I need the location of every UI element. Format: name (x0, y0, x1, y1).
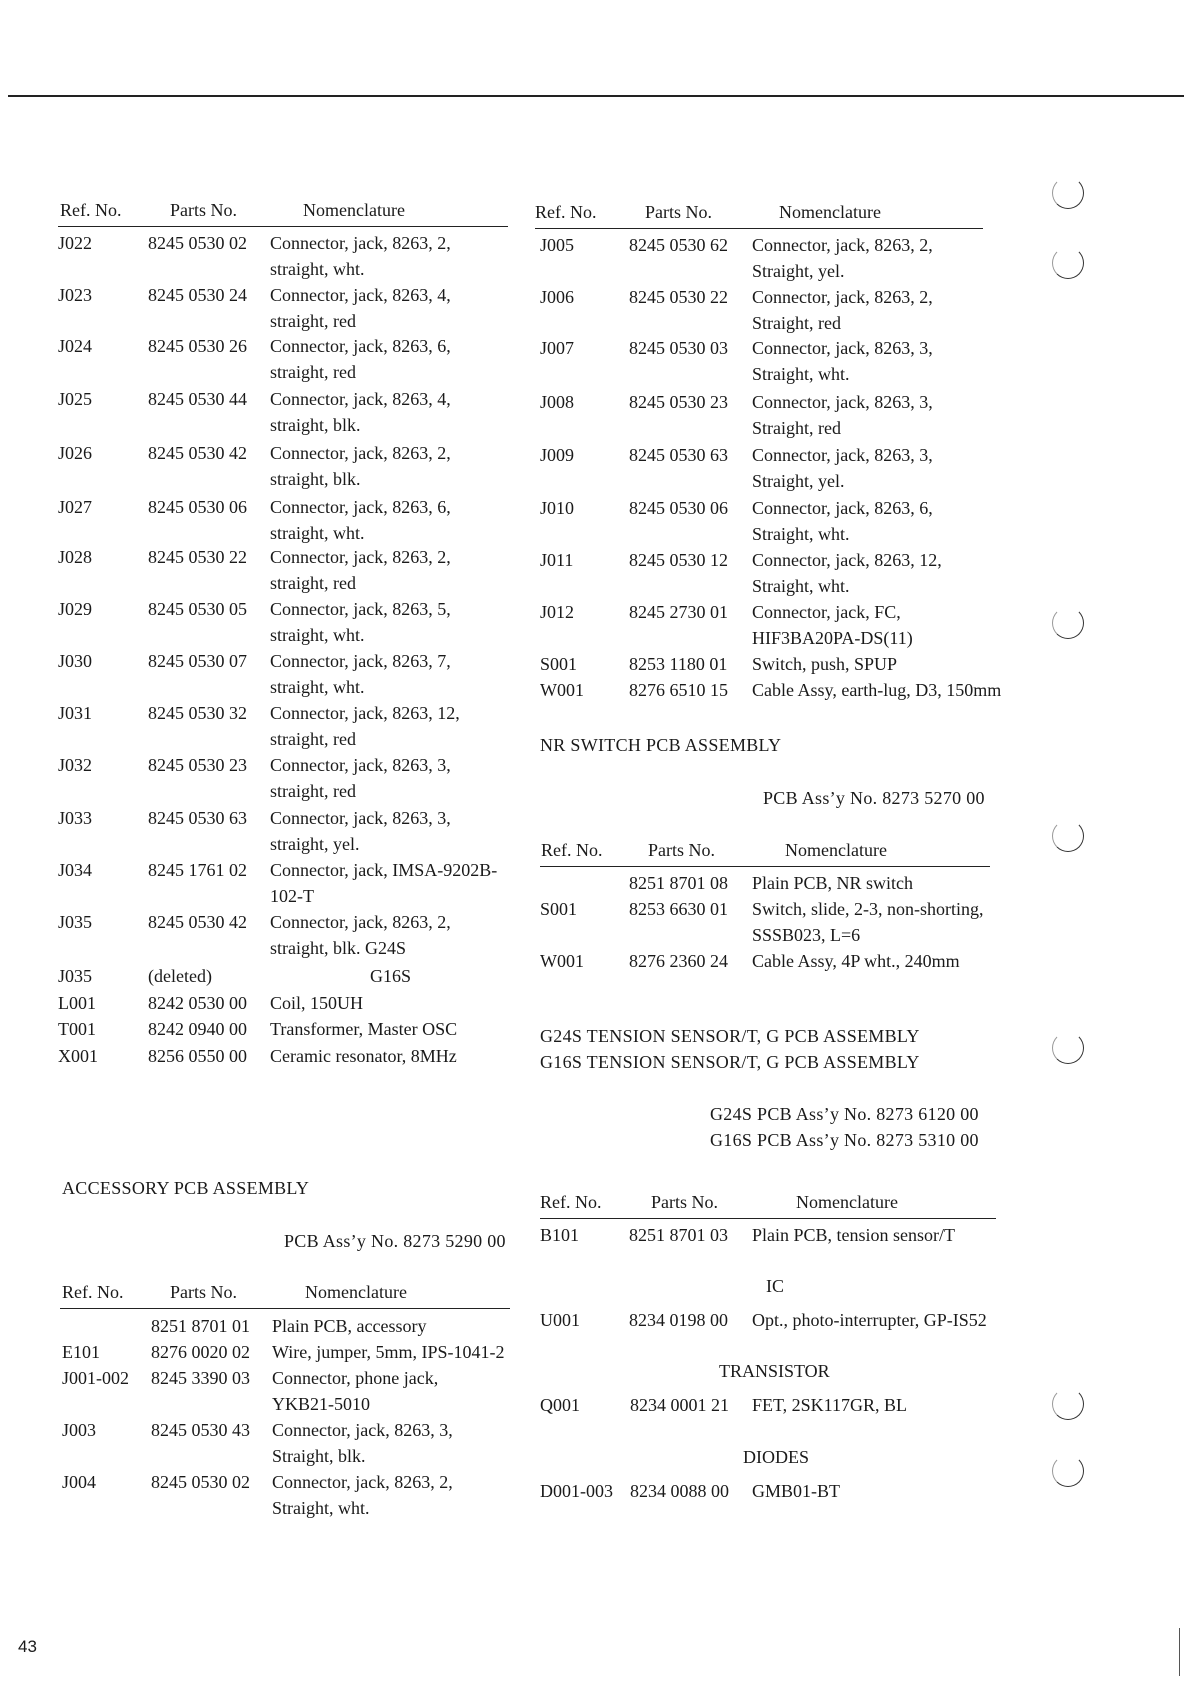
parts-no: (deleted) (148, 966, 212, 986)
parts-no: 8245 0530 63 (629, 445, 728, 465)
parts-no: 8245 3390 03 (151, 1368, 250, 1388)
nomenclature-continued: 102-T (270, 886, 314, 906)
parts-no: 8245 0530 05 (148, 599, 247, 619)
tension-title-g24s: G24S TENSION SENSOR/T, G PCB ASSEMBLY (540, 1026, 920, 1046)
parts-no: 8253 1180 01 (629, 654, 728, 674)
parts-no: 8245 0530 12 (629, 550, 728, 570)
nomenclature: Connector, jack, 8263, 6, (752, 498, 933, 518)
nomenclature: Wire, jumper, 5mm, IPS-1041-2 (272, 1342, 505, 1362)
ref-no: J001-002 (62, 1368, 129, 1388)
nomenclature-continued: straight, wht. (270, 259, 365, 279)
header-ref: Ref. No. (62, 1282, 124, 1302)
nomenclature-continued: straight, red (270, 311, 356, 331)
ref-no: J007 (540, 338, 575, 358)
ref-no: J008 (540, 392, 575, 412)
ref-no: J035 (58, 966, 93, 986)
page-number: 43 (18, 1637, 37, 1656)
parts-no: 8245 0530 22 (148, 547, 247, 567)
ref-no: B101 (540, 1225, 580, 1245)
parts-no: 8245 0530 62 (629, 235, 728, 255)
ref-no: J011 (540, 550, 574, 570)
ref-no: J025 (58, 389, 93, 409)
ref-no: U001 (540, 1310, 580, 1330)
diodes-label: DIODES (743, 1447, 809, 1467)
parts-no: 8245 2730 01 (629, 602, 728, 622)
parts-no: 8245 0530 07 (148, 651, 247, 671)
ref-no: J027 (58, 497, 93, 517)
nomenclature-continued: HIF3BA20PA-DS(11) (752, 628, 913, 648)
nomenclature: Connector, jack, 8263, 3, (752, 338, 933, 358)
parts-no: 8245 0530 42 (148, 443, 247, 463)
nr-switch-table-header (540, 840, 990, 867)
ref-no: J028 (58, 547, 93, 567)
parts-no: 8245 0530 22 (629, 287, 728, 307)
nomenclature: Connector, jack, 8263, 2, (272, 1472, 453, 1492)
binder-hole-icon (1052, 247, 1084, 279)
nomenclature: Connector, jack, 8263, 2, (752, 235, 933, 255)
ref-no: S001 (540, 899, 578, 919)
parts-no: 8242 0940 00 (148, 1019, 247, 1039)
parts-no: 8245 0530 23 (148, 755, 247, 775)
parts-no: 8242 0530 00 (148, 993, 247, 1013)
parts-no: 8234 0001 21 (630, 1395, 729, 1415)
parts-no: 8234 0088 00 (630, 1481, 729, 1501)
parts-no: 8245 0530 06 (148, 497, 247, 517)
nomenclature: Opt., photo-interrupter, GP-IS52 (752, 1310, 987, 1330)
ref-no: E101 (62, 1342, 100, 1362)
nomenclature-continued: straight, red (270, 362, 356, 382)
ref-no: J032 (58, 755, 93, 775)
header-parts: Parts No. (648, 840, 715, 860)
nomenclature: Connector, phone jack, (272, 1368, 439, 1388)
nr-switch-assy-no: PCB Ass’y No. 8273 5270 00 (763, 788, 985, 808)
binder-hole-icon (1052, 607, 1084, 639)
ic-label: IC (766, 1276, 784, 1296)
nomenclature: Connector, jack, 8263, 12, (270, 703, 460, 723)
ref-no: W001 (540, 680, 584, 700)
parts-no: 8245 0530 23 (629, 392, 728, 412)
ref-no: J035 (58, 912, 93, 932)
parts-no: 8245 0530 02 (151, 1472, 250, 1492)
nomenclature: Connector, jack, 8263, 3, (270, 755, 451, 775)
nomenclature-continued: SSSB023, L=6 (752, 925, 861, 945)
nomenclature-continued: straight, red (270, 573, 356, 593)
nomenclature: Transformer, Master OSC (270, 1019, 458, 1039)
nomenclature-continued: straight, wht. (270, 523, 365, 543)
header-ref: Ref. No. (540, 1192, 602, 1212)
nomenclature-continued: YKB21-5010 (272, 1394, 370, 1414)
parts-no: 8245 0530 06 (629, 498, 728, 518)
nomenclature-continued: straight, red (270, 729, 356, 749)
nomenclature-continued: Straight, wht. (752, 524, 850, 544)
ref-no: W001 (540, 951, 584, 971)
nomenclature: Connector, jack, 8263, 5, (270, 599, 451, 619)
nomenclature: Connector, jack, 8263, 2, (270, 912, 451, 932)
right-table-header (535, 202, 983, 229)
header-ref: Ref. No. (60, 200, 122, 220)
nomenclature: Connector, jack, 8263, 12, (752, 550, 942, 570)
header-parts: Parts No. (651, 1192, 718, 1212)
nomenclature: Connector, jack, 8263, 2, (270, 233, 451, 253)
header-ref: Ref. No. (535, 202, 597, 222)
parts-no: 8245 0530 44 (148, 389, 247, 409)
ref-no: J012 (540, 602, 575, 622)
ref-no: J034 (58, 860, 93, 880)
nomenclature: Connector, jack, 8263, 3, (752, 445, 933, 465)
ref-no: J026 (58, 443, 93, 463)
nomenclature-continued: Straight, red (752, 313, 841, 333)
nomenclature-continued: straight, red (270, 781, 356, 801)
ref-no: J029 (58, 599, 93, 619)
nomenclature: Switch, slide, 2-3, non-shorting, (752, 899, 984, 919)
ref-no: J022 (58, 233, 93, 253)
nomenclature: Connector, jack, 8263, 2, (270, 443, 451, 463)
nomenclature-continued: Straight, blk. (272, 1446, 366, 1466)
header-nomenclature: Nomenclature (305, 1282, 407, 1302)
parts-no: 8276 2360 24 (629, 951, 728, 971)
nomenclature-continued: Straight, yel. (752, 471, 845, 491)
parts-no: 8245 0530 24 (148, 285, 247, 305)
top-rule (8, 95, 1184, 97)
tension-table-header (540, 1192, 996, 1219)
header-parts: Parts No. (170, 200, 237, 220)
nomenclature: Connector, jack, 8263, 3, (752, 392, 933, 412)
parts-no: 8245 0530 43 (151, 1420, 250, 1440)
nomenclature-continued: Straight, wht. (752, 364, 850, 384)
page-edge-mark (1179, 1628, 1180, 1676)
nomenclature: GMB01-BT (752, 1481, 841, 1501)
ref-no: S001 (540, 654, 578, 674)
nomenclature-continued: straight, blk. (270, 415, 361, 435)
header-parts: Parts No. (645, 202, 712, 222)
ref-no: J023 (58, 285, 93, 305)
nomenclature-continued: straight, blk. (270, 469, 361, 489)
nr-switch-title: NR SWITCH PCB ASSEMBLY (540, 735, 782, 755)
nomenclature: Connector, jack, 8263, 4, (270, 285, 451, 305)
nomenclature-continued: Straight, wht. (752, 576, 850, 596)
parts-no: 8253 6630 01 (629, 899, 728, 919)
parts-no: 8245 0530 26 (148, 336, 247, 356)
tension-assy-g16s: G16S PCB Ass’y No. 8273 5310 00 (710, 1130, 979, 1150)
tension-title-g16s: G16S TENSION SENSOR/T, G PCB ASSEMBLY (540, 1052, 920, 1072)
nomenclature: Plain PCB, NR switch (752, 873, 914, 893)
nomenclature-continued: straight, yel. (270, 834, 360, 854)
accessory-title: ACCESSORY PCB ASSEMBLY (62, 1178, 310, 1198)
nomenclature: Cable Assy, 4P wht., 240mm (752, 951, 960, 971)
nomenclature-continued: Straight, yel. (752, 261, 845, 281)
ref-no: J004 (62, 1472, 97, 1492)
ref-no: J005 (540, 235, 575, 255)
nomenclature: Connector, jack, 8263, 6, (270, 497, 451, 517)
ref-no: T001 (58, 1019, 96, 1039)
ref-no: J006 (540, 287, 575, 307)
accessory-assy-no: PCB Ass’y No. 8273 5290 00 (284, 1231, 506, 1251)
parts-no: 8234 0198 00 (629, 1310, 728, 1330)
ref-no: J024 (58, 336, 93, 356)
header-nomenclature: Nomenclature (785, 840, 887, 860)
header-parts: Parts No. (170, 1282, 237, 1302)
header-ref: Ref. No. (541, 840, 603, 860)
nomenclature: Ceramic resonator, 8MHz (270, 1046, 457, 1066)
parts-no: 8276 6510 15 (629, 680, 728, 700)
parts-no: 8251 8701 08 (629, 873, 728, 893)
nomenclature: Connector, jack, 8263, 7, (270, 651, 451, 671)
nomenclature: G16S (370, 966, 412, 986)
accessory-table-header (60, 1282, 510, 1309)
nomenclature: Plain PCB, tension sensor/T (752, 1225, 956, 1245)
ref-no: J031 (58, 703, 93, 723)
binder-hole-icon (1052, 1388, 1084, 1420)
ref-no: J009 (540, 445, 575, 465)
ref-no: J033 (58, 808, 93, 828)
ref-no: X001 (58, 1046, 98, 1066)
nomenclature-continued: straight, wht. (270, 625, 365, 645)
nomenclature: Connector, jack, 8263, 2, (752, 287, 933, 307)
tension-assy-g24s: G24S PCB Ass’y No. 8273 6120 00 (710, 1104, 979, 1124)
nomenclature: Coil, 150UH (270, 993, 364, 1013)
ref-no: L001 (58, 993, 96, 1013)
parts-no: 8245 0530 02 (148, 233, 247, 253)
parts-no: 8245 0530 42 (148, 912, 247, 932)
nomenclature: FET, 2SK117GR, BL (752, 1395, 908, 1415)
parts-no: 8245 0530 03 (629, 338, 728, 358)
nomenclature-continued: straight, blk. G24S (270, 938, 407, 958)
nomenclature: Connector, jack, 8263, 2, (270, 547, 451, 567)
nomenclature: Connector, jack, 8263, 6, (270, 336, 451, 356)
binder-hole-icon (1052, 1032, 1084, 1064)
nomenclature: Connector, jack, 8263, 3, (272, 1420, 453, 1440)
nomenclature-continued: Straight, wht. (272, 1498, 370, 1518)
nomenclature-continued: Straight, red (752, 418, 841, 438)
parts-no: 8245 0530 63 (148, 808, 247, 828)
parts-no: 8256 0550 00 (148, 1046, 247, 1066)
ref-no: J030 (58, 651, 93, 671)
ref-no: Q001 (540, 1395, 580, 1415)
nomenclature: Plain PCB, accessory (272, 1316, 427, 1336)
nomenclature: Switch, push, SPUP (752, 654, 898, 674)
parts-no: 8245 1761 02 (148, 860, 247, 880)
left-table-header (58, 200, 508, 227)
ref-no: D001-003 (540, 1481, 613, 1501)
parts-no: 8245 0530 32 (148, 703, 247, 723)
parts-no: 8276 0020 02 (151, 1342, 250, 1362)
parts-no: 8251 8701 01 (151, 1316, 250, 1336)
nomenclature: Cable Assy, earth-lug, D3, 150mm (752, 680, 1002, 700)
transistor-label: TRANSISTOR (719, 1361, 830, 1381)
ref-no: J003 (62, 1420, 97, 1440)
header-nomenclature: Nomenclature (796, 1192, 898, 1212)
nomenclature: Connector, jack, 8263, 4, (270, 389, 451, 409)
binder-hole-icon (1052, 820, 1084, 852)
nomenclature: Connector, jack, FC, (752, 602, 901, 622)
header-nomenclature: Nomenclature (303, 200, 405, 220)
binder-hole-icon (1052, 1455, 1084, 1487)
parts-no: 8251 8701 03 (629, 1225, 728, 1245)
nomenclature-continued: straight, wht. (270, 677, 365, 697)
nomenclature: Connector, jack, 8263, 3, (270, 808, 451, 828)
ref-no: J010 (540, 498, 575, 518)
binder-hole-icon (1052, 177, 1084, 209)
header-nomenclature: Nomenclature (779, 202, 881, 222)
nomenclature: Connector, jack, IMSA-9202B- (270, 860, 498, 880)
